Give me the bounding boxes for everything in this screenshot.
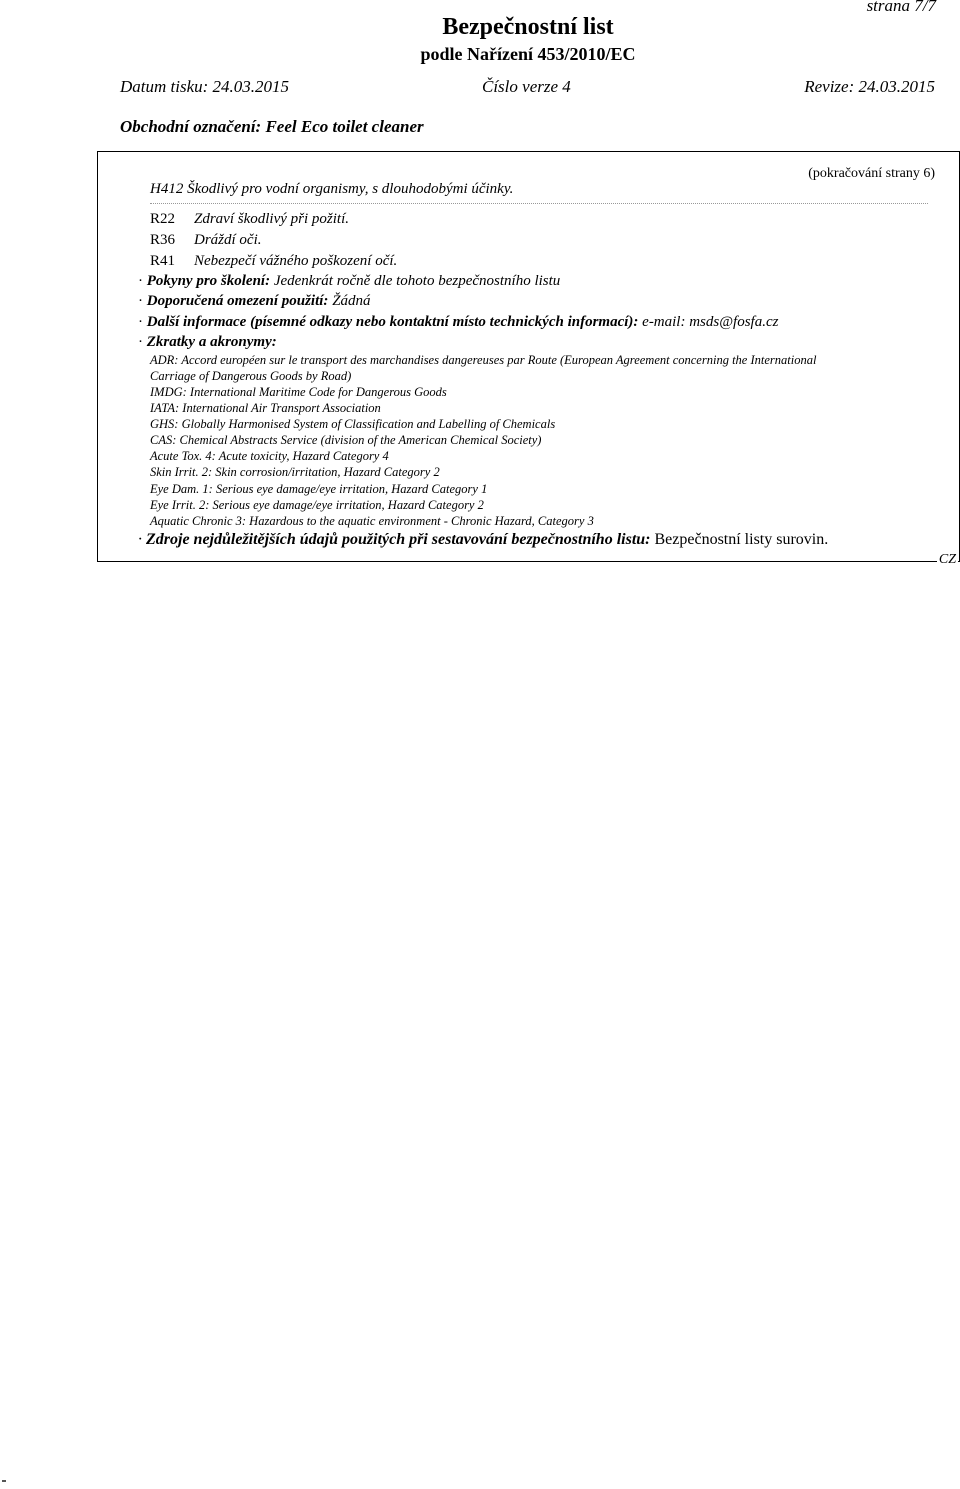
bullet: · [138,273,143,289]
r-phrase-code: R36 [150,232,176,248]
r-phrase-r36 [150,232,262,249]
language-tag: CZ [938,552,956,567]
r-phrase-r41 [150,253,397,270]
document-meta-row [120,77,935,99]
recommended-restrictions [138,293,371,310]
section-label: Zkratky a akronymy: [146,334,277,350]
continuation-note: (pokračování strany 6) [808,166,935,181]
print-date: Datum tisku: 24.03.2015 [120,77,290,96]
abbreviation-item: IATA: International Air Transport Association [150,401,381,415]
r-phrase-r22 [150,211,349,228]
abbreviation-item: Eye Irrit. 2: Serious eye damage/eye irritation, Hazard Category 2 [150,498,484,512]
r-phrase-text: Nebezpečí vážného poškození očí. [194,253,398,269]
contact-email: e-mail: msds@fosfa.cz [638,314,779,330]
abbreviation-item: IMDG: International Maritime Code for Dangerous Goods [150,385,447,399]
version-number: Číslo verze 4 [482,77,571,96]
abbreviations-heading [138,334,277,351]
document-title: Bezpečnostní list [442,14,614,40]
abbreviation-item: Eye Dam. 1: Serious eye damage/eye irritation, Hazard Category 1 [150,482,488,496]
further-information [138,314,778,331]
section-value: Žádná [328,293,371,309]
page-number: strana 7/7 [866,0,936,15]
abbreviation-item: CAS: Chemical Abstracts Service (division of the American Chemical Society) [150,433,542,447]
section-label: Pokyny pro školení: [146,273,271,289]
section-label: Zdroje nejdůležitějších údajů použitých při sestavování bezpečnostního listu: [146,531,651,548]
section-value: Jedenkrát ročně dle tohoto bezpečnostního listu [270,273,561,289]
abbreviation-item: GHS: Globally Harmonised System of Classification and Labelling of Chemicals [150,417,556,431]
bullet: · [138,531,142,548]
r-phrase-text: Zdraví škodlivý při požití. [194,211,349,227]
hazard-statement-h412: H412 Škodlivý pro vodní organismy, s dlouhodobými účinky. [150,181,514,197]
r-phrase-code: R41 [150,253,176,269]
product-name: Obchodní označení: Feel Eco toilet cleaner [120,117,424,136]
bullet: · [138,334,143,350]
bullet: · [138,293,143,309]
section-label: Doporučená omezení použití: [146,293,329,309]
training-instructions [138,273,560,290]
r-phrase-text: Dráždí oči. [194,232,262,248]
bullet: · [138,314,143,330]
revision-date: Revize: 24.03.2015 [804,77,935,96]
dotted-separator [150,203,928,204]
document-subtitle: podle Nařízení 453/2010/EC [420,44,636,64]
data-sources [138,531,828,549]
abbreviation-item: Aquatic Chronic 3: Hazardous to the aquatic environment - Chronic Hazard, Category 3 [150,514,594,528]
corner-mark [2,1480,6,1482]
r-phrase-code: R22 [150,211,176,227]
abbreviation-item: Acute Tox. 4: Acute toxicity, Hazard Category 4 [150,449,389,463]
abbreviation-item: ADR: Accord européen sur le transport des marchandises dangereuses par Route (European Agreement concerning the International [150,353,817,367]
abbreviation-item: Skin Irrit. 2: Skin corrosion/irritation, Hazard Category 2 [150,465,440,479]
abbreviation-item: Carriage of Dangerous Goods by Road) [150,369,352,383]
section-value: Bezpečnostní listy surovin. [650,531,829,548]
section-label: Další informace (písemné odkazy nebo kontaktní místo technických informací): [146,314,639,330]
